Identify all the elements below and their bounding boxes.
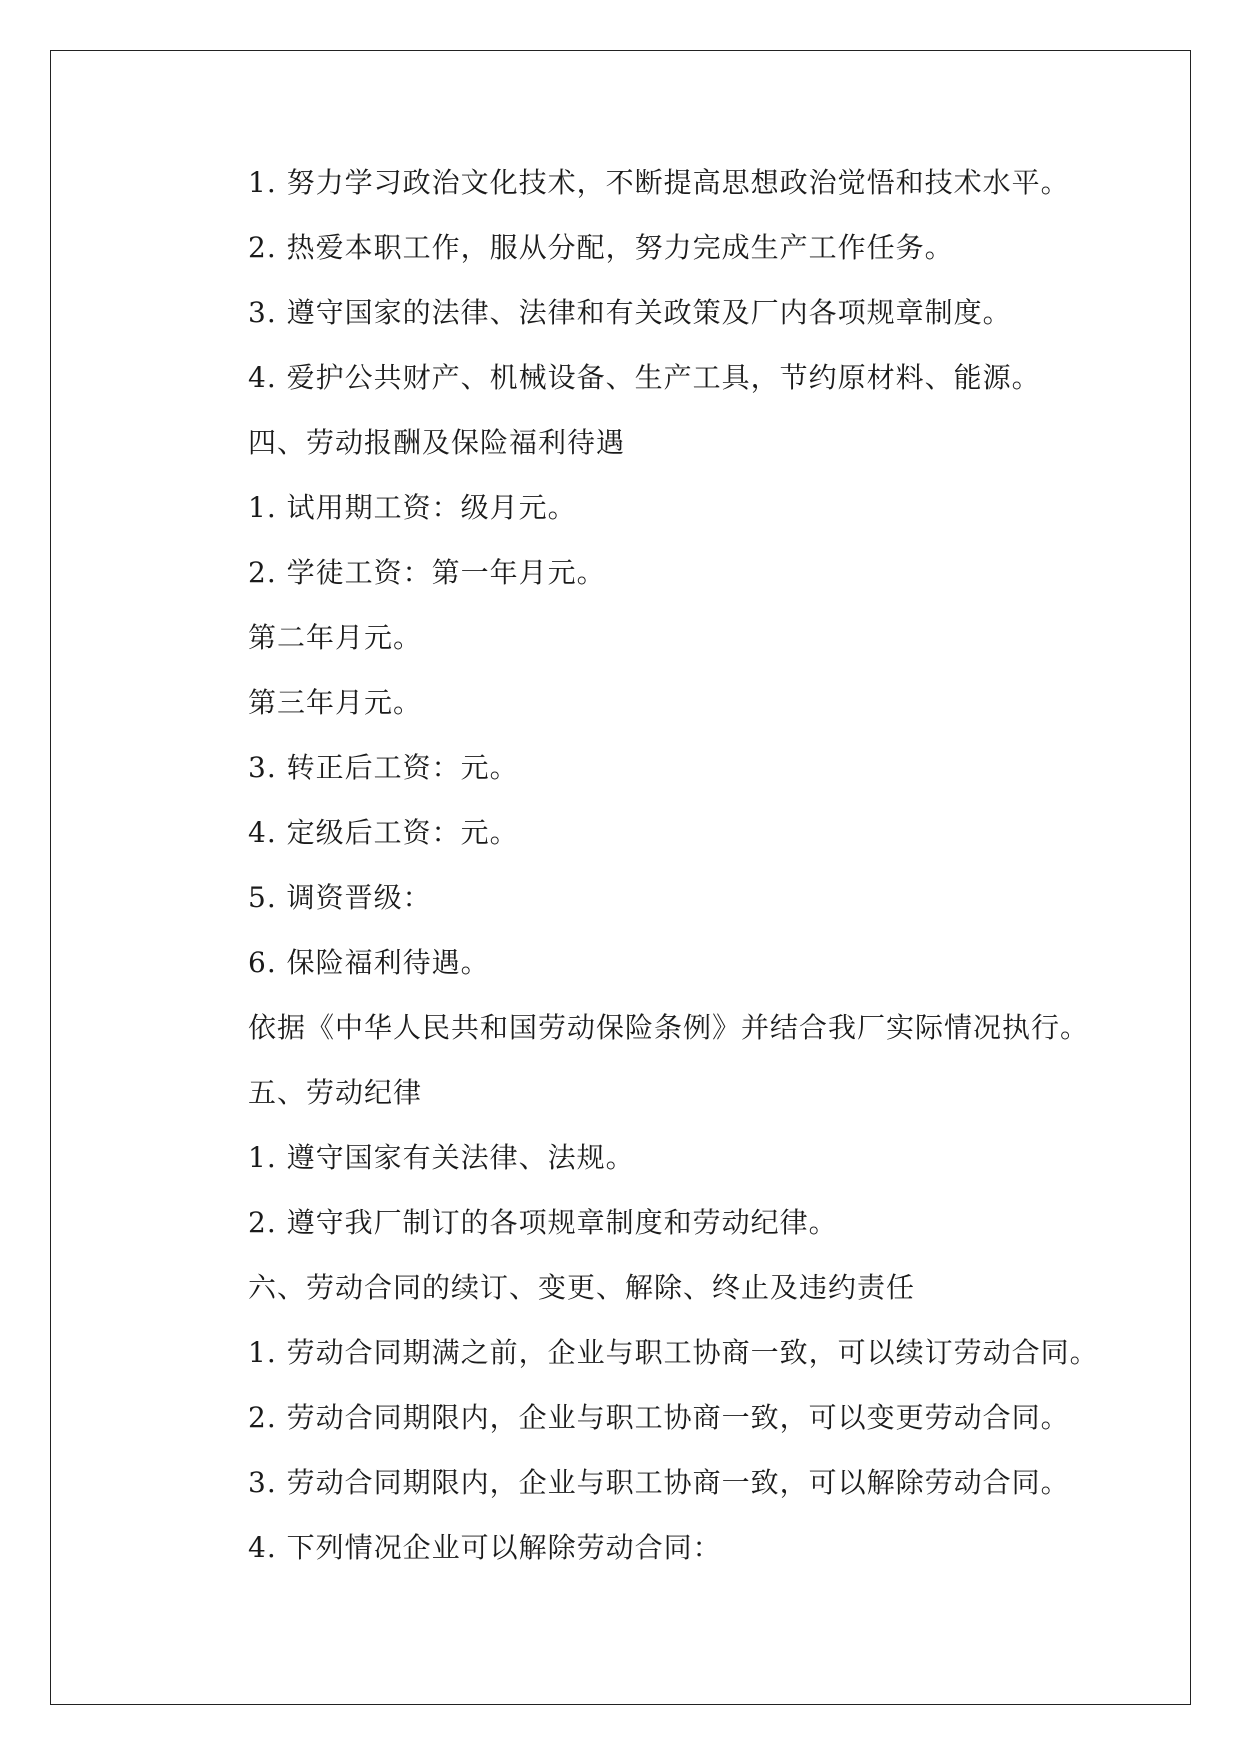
clause-graded-wage: 4. 定级后工资：元。: [248, 816, 519, 849]
contract-clause-employer-termination: 4. 下列情况企业可以解除劳动合同：: [248, 1531, 722, 1564]
section-heading-remuneration: 四、劳动报酬及保险福利待遇: [248, 426, 626, 459]
clause-apprentice-wage: 2. 学徒工资：第一年月元。: [248, 556, 606, 589]
contract-clause-renewal: 1. 劳动合同期满之前，企业与职工协商一致，可以续订劳动合同。: [248, 1336, 1099, 1369]
apprentice-year-three: 第三年月元。: [248, 686, 423, 719]
contract-clause-termination: 3. 劳动合同期限内，企业与职工协商一致，可以解除劳动合同。: [248, 1466, 1070, 1499]
contract-clause-change: 2. 劳动合同期限内，企业与职工协商一致，可以变更劳动合同。: [248, 1401, 1070, 1434]
clause-2-work: 2. 热爱本职工作，服从分配，努力完成生产工作任务。: [248, 231, 954, 264]
section-heading-contract-changes: 六、劳动合同的续订、变更、解除、终止及违约责任: [248, 1271, 916, 1304]
discipline-clause-1: 1. 遵守国家有关法律、法规。: [248, 1141, 635, 1174]
clause-probation-wage: 1. 试用期工资：级月元。: [248, 491, 577, 524]
document-body: [248, 155, 1108, 1585]
clause-3-law: 3. 遵守国家的法律、法律和有关政策及厂内各项规章制度。: [248, 296, 1012, 329]
insurance-basis: 依据《中华人民共和国劳动保险条例》并结合我厂实际情况执行。: [248, 1011, 1090, 1044]
section-heading-discipline: 五、劳动纪律: [248, 1076, 423, 1109]
clause-1-study: 1. 努力学习政治文化技术，不断提高思想政治觉悟和技术水平。: [248, 166, 1070, 199]
clause-promotion: 5. 调资晋级：: [248, 881, 432, 914]
clause-4-property: 4. 爱护公共财产、机械设备、生产工具，节约原材料、能源。: [248, 361, 1041, 394]
clause-regular-wage: 3. 转正后工资：元。: [248, 751, 519, 784]
discipline-clause-2: 2. 遵守我厂制订的各项规章制度和劳动纪律。: [248, 1206, 838, 1239]
apprentice-year-two: 第二年月元。: [248, 621, 423, 654]
clause-insurance: 6. 保险福利待遇。: [248, 946, 490, 979]
